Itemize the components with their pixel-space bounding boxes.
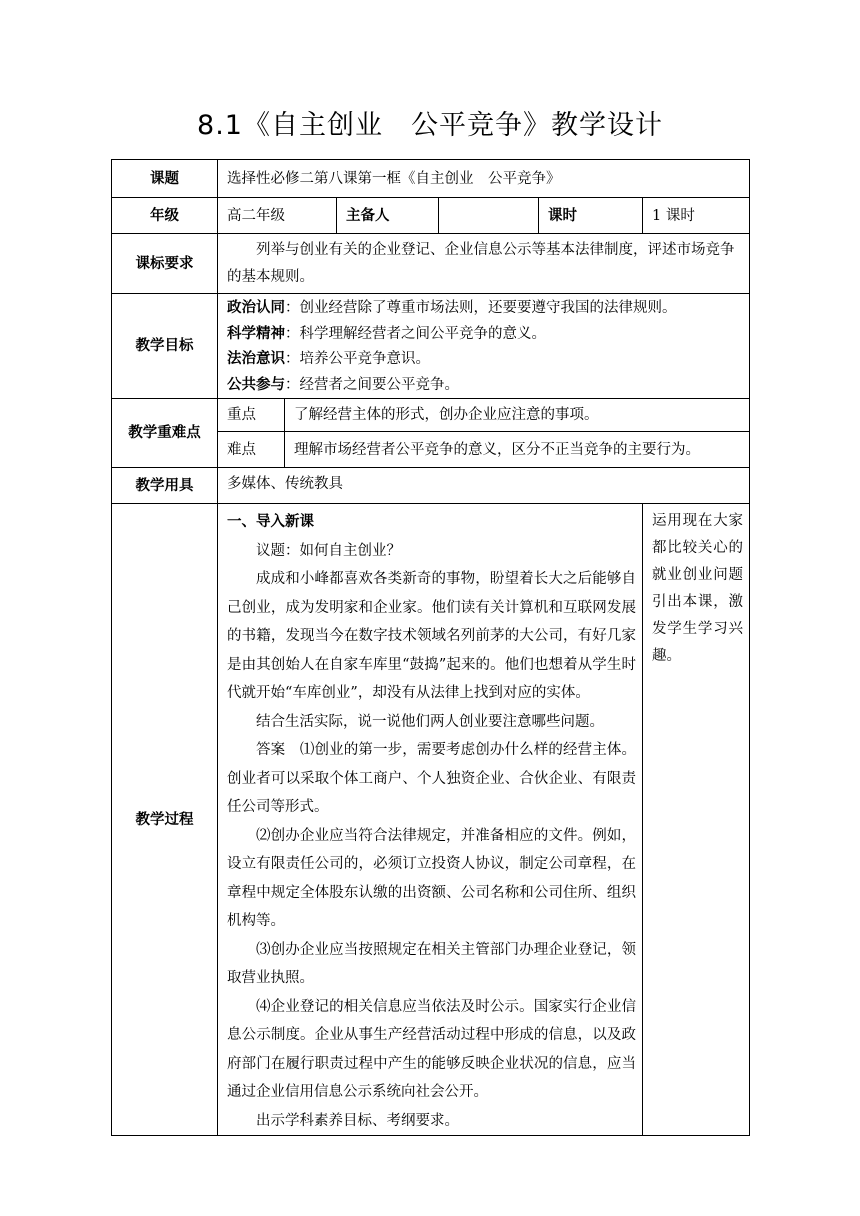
process-paragraph: ⑵创办企业应当符合法律规定，并准备相应的文件。例如，设立有限责任公司的，必须订立投资人协议，制定公司章程，在章程中规定全体股东认缴的出资额、公司名称和公司住所、组织机构等。	[227, 827, 636, 929]
hours-value: 1 课时	[643, 198, 750, 234]
process-paragraph: 出示学科素养目标、考纲要求。	[256, 1112, 459, 1129]
row-grade	[112, 198, 750, 234]
key-points-label: 教学重难点	[112, 399, 218, 468]
process-paragraph: ⑷企业登记的相关信息应当依法及时公示。国家实行企业信息公示制度。企业从事生产经营活动过程中形成的信息，以及政府部门在履行职责过程中产生的能够反映企业状况的信息，应当通过企业信用信息公示系统向社会公开。	[227, 998, 636, 1100]
process-paragraph: 议题：如何自主创业？	[256, 542, 401, 559]
objective-text: ：培养公平竞争意识。	[285, 351, 430, 367]
objective-item	[227, 296, 741, 322]
objective-text: ：创业经营除了尊重市场法则，还要要遵守我国的法律规则。	[285, 300, 677, 316]
process-paragraph: ⑶创办企业应当按照规定在相关主管部门办理企业登记，领取营业执照。	[227, 941, 636, 986]
row-key-point	[112, 399, 750, 432]
objectives-label: 教学目标	[112, 294, 218, 399]
process-paragraph: 结合生活实际，说一说他们两人创业要注意哪些问题。	[256, 713, 604, 730]
hard-label: 难点	[218, 432, 285, 468]
lesson-plan-table	[111, 159, 750, 1136]
row-process	[112, 504, 750, 1136]
grade-value: 高二年级	[218, 198, 337, 234]
row-tools	[112, 468, 750, 504]
objective-text: ：科学理解经营者之间公平竞争的意义。	[285, 325, 546, 342]
process-heading: 一、导入新课	[227, 514, 314, 530]
row-objectives	[112, 294, 750, 399]
tools-value: 多媒体、传统教具	[218, 468, 750, 504]
process-paragraph: 答案 ⑴创业的第一步，需要考虑创办什么样的经营主体。创业者可以采取个体工商户、个人独资企业、合伙企业、有限责任公司等形式。	[227, 742, 636, 815]
process-paragraph: 成成和小峰都喜欢各类新奇的事物，盼望着长大之后能够自己创业，成为发明家和企业家。他们读有关计算机和互联网发展的书籍，发现当今在数字技术领域名列前茅的大公司，有好几家是由其创始人在自家车库里“鼓捣”起来的。他们也想着从学生时代就开始“车库创业”，却没有从法律上找到对应的实体。	[227, 571, 636, 701]
objective-item	[227, 322, 741, 348]
row-topic	[112, 160, 750, 198]
page-title: 8.1《自主创业 公平竞争》教学设计	[197, 110, 663, 141]
key-label: 重点	[218, 399, 285, 432]
objective-text: ：经营者之间要公平竞争。	[285, 376, 459, 393]
process-label: 教学过程	[112, 504, 218, 1136]
objective-item	[227, 373, 741, 399]
topic-label: 课题	[112, 160, 218, 198]
objective-key: 政治认同	[227, 300, 285, 316]
objective-key: 公共参与	[227, 376, 285, 393]
key-text: 了解经营主体的形式，创办企业应注意的事项。	[285, 399, 750, 432]
hours-label: 课时	[539, 198, 643, 234]
row-standard	[112, 234, 750, 294]
objective-item	[227, 347, 741, 373]
tools-label: 教学用具	[112, 468, 218, 504]
objectives-list	[218, 294, 750, 399]
grade-label: 年级	[112, 198, 218, 234]
standard-label: 课标要求	[112, 234, 218, 294]
objective-key: 科学精神	[227, 325, 285, 342]
process-note: 运用现在大家都比较关心的就业创业问题引出本课，激发学生学习兴趣。	[643, 504, 750, 1136]
hard-text: 理解市场经营者公平竞争的意义，区分不正当竞争的主要行为。	[285, 432, 750, 468]
preparer-label: 主备人	[337, 198, 439, 234]
process-content	[218, 504, 643, 1136]
topic-value: 选择性必修二第八课第一框《自主创业 公平竞争》	[218, 160, 750, 198]
objective-key: 法治意识	[227, 351, 285, 367]
standard-text: 列举与创业有关的企业登记、企业信息公示等基本法律制度，评述市场竞争的基本规则。	[218, 234, 750, 294]
preparer-value	[439, 198, 539, 234]
